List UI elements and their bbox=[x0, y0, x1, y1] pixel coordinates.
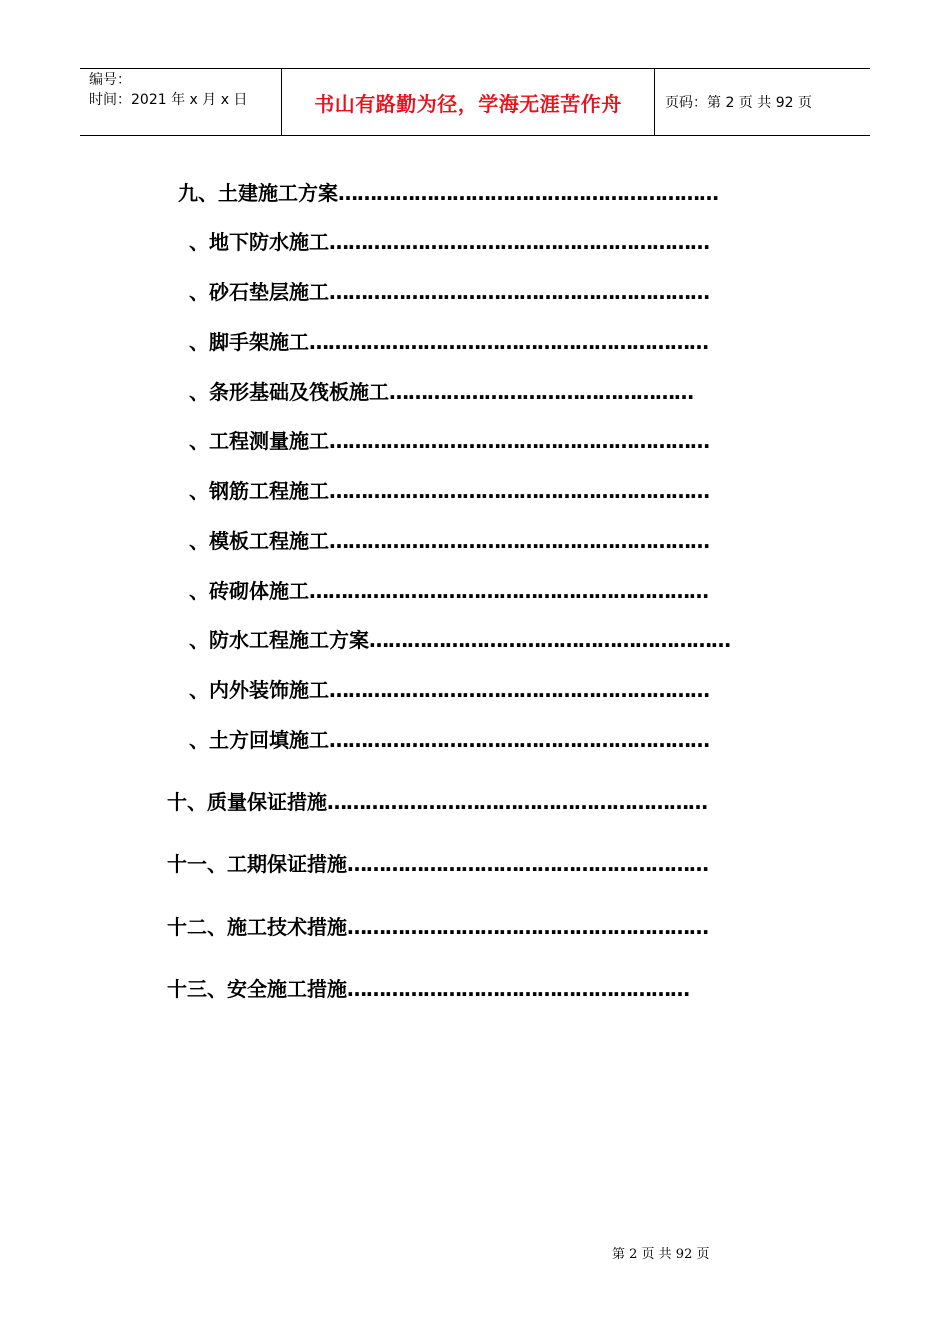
number-label: 编号： bbox=[89, 72, 131, 88]
toc-item bbox=[189, 479, 771, 503]
toc-leader-dots: …………………………………………………… bbox=[329, 280, 709, 304]
toc-item-label: 、脚手架施工 bbox=[189, 330, 309, 354]
time-label: 时间：2021 年 x 月 x 日 bbox=[89, 92, 248, 108]
toc-item bbox=[189, 330, 771, 354]
toc-leader-dots: …………………………………………………… bbox=[329, 429, 709, 453]
toc-item-label: 、钢筋工程施工 bbox=[189, 479, 329, 503]
toc-item bbox=[189, 529, 771, 553]
toc-leader-dots: ………………………………………………… bbox=[369, 628, 730, 652]
toc-item bbox=[178, 181, 782, 205]
header-page-label: 页码：第 2 页 共 92 页 bbox=[665, 95, 812, 111]
toc-item-label: 十二、施工技术措施 bbox=[167, 915, 347, 939]
toc-item bbox=[189, 230, 771, 254]
toc-item-label: 、模板工程施工 bbox=[189, 529, 329, 553]
toc-item bbox=[167, 852, 794, 876]
toc-leader-dots: …………………………………………………… bbox=[329, 529, 709, 553]
toc-item-label: 、内外装饰施工 bbox=[189, 678, 329, 702]
toc-leader-dots: ………………………………………… bbox=[389, 380, 693, 404]
toc-item bbox=[189, 579, 771, 603]
toc-item-label: 十一、工期保证措施 bbox=[167, 852, 347, 876]
toc-item bbox=[189, 429, 771, 453]
toc-item-label: 十三、安全施工措施 bbox=[167, 977, 347, 1001]
toc-item-label: 、砂石垫层施工 bbox=[189, 280, 329, 304]
toc-leader-dots: ……………………………………………………… bbox=[309, 579, 708, 603]
toc-item-label: 、条形基础及筏板施工 bbox=[189, 380, 389, 404]
toc-item bbox=[189, 728, 771, 752]
page-header bbox=[80, 68, 870, 136]
toc-item-label: 、防水工程施工方案 bbox=[189, 628, 369, 652]
toc-item bbox=[189, 280, 771, 304]
toc-leader-dots: ………………………………………………… bbox=[347, 915, 708, 939]
toc-item bbox=[167, 915, 794, 939]
toc-item bbox=[189, 628, 771, 652]
toc-leader-dots: …………………………………………………… bbox=[329, 230, 709, 254]
toc-item bbox=[189, 380, 749, 404]
toc-leader-dots: …………………………………………………… bbox=[327, 790, 707, 814]
toc-item-label: 、砖砌体施工 bbox=[189, 579, 309, 603]
toc-item-label: 、地下防水施工 bbox=[189, 230, 329, 254]
header-meta-cell bbox=[80, 69, 282, 135]
header-motto-cell bbox=[282, 69, 655, 135]
toc-item bbox=[167, 977, 771, 1001]
toc-item bbox=[189, 678, 771, 702]
motto-text: 书山有路勤为径，学海无涯苦作舟 bbox=[314, 92, 622, 116]
toc-item-label: 九、土建施工方案 bbox=[178, 181, 338, 205]
toc-leader-dots: …………………………………………………… bbox=[329, 678, 709, 702]
toc-item-label: 、土方回填施工 bbox=[189, 728, 329, 752]
toc-item-label: 、工程测量施工 bbox=[189, 429, 329, 453]
toc-leader-dots: ………………………………………………… bbox=[347, 852, 708, 876]
page-footer: 第 2 页 共 92 页 bbox=[612, 1247, 710, 1262]
toc-leader-dots: ……………………………………………… bbox=[347, 977, 689, 1001]
toc-leader-dots: …………………………………………………… bbox=[329, 479, 709, 503]
toc-item bbox=[167, 790, 794, 814]
toc-leader-dots: …………………………………………………… bbox=[329, 728, 709, 752]
toc-item-label: 十、质量保证措施 bbox=[167, 790, 327, 814]
toc-leader-dots: …………………………………………………… bbox=[338, 181, 718, 205]
header-page-cell bbox=[655, 69, 870, 135]
toc-leader-dots: ……………………………………………………… bbox=[309, 330, 708, 354]
